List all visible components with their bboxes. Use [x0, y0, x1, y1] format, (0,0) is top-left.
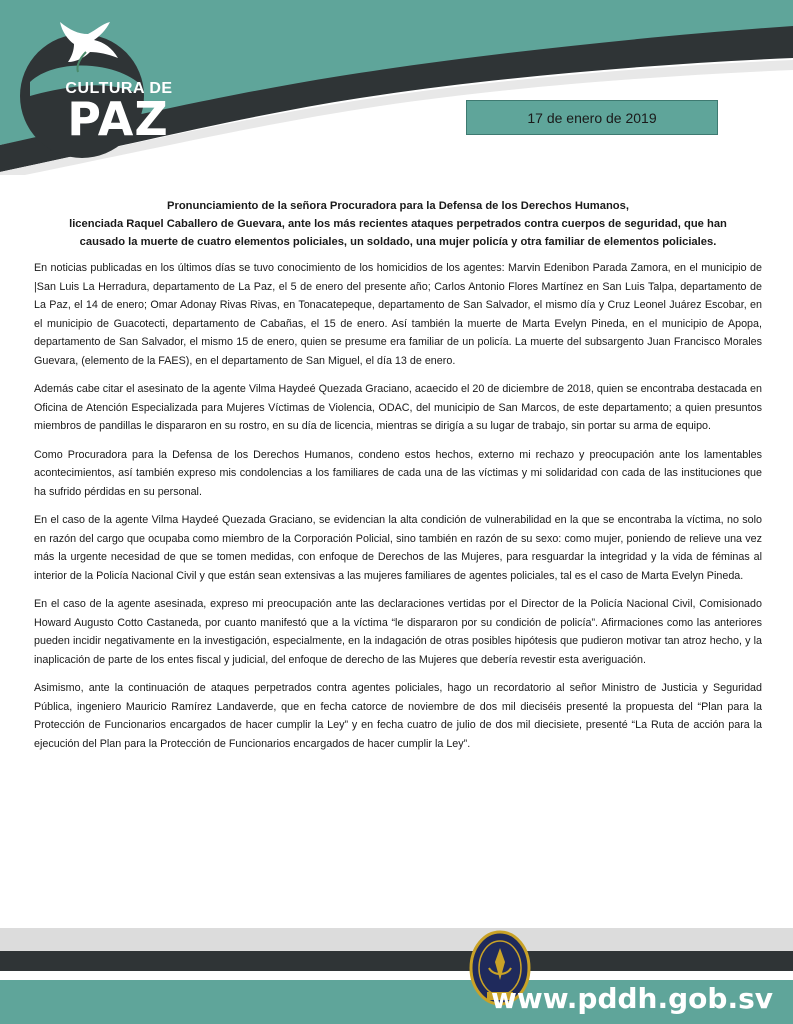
- document-body: [34, 197, 762, 763]
- logo-cultura-de-text: CULTURA DE: [65, 80, 173, 97]
- paragraph-4: En el caso de la agente Vilma Haydeé Quezada Graciano, se evidencian la alta condición de vulnerabilidad en la que se encontraba la víctima, no solo en razón del cargo que ocupaba como miembro de la Corporación Policial, sino también en razón de su sexo: como mujer, poniendo de relieve una vez más la urgente necesidad de que se tomen medidas, con enfoque de Derechos de las Mujeres, para resguardar la integridad y la vida de féminas al interior de la Policía Nacional Civil y que están sean extensivas a las mujeres familiares de agentes policiales, tal es el caso de Marta Evelyn Pineda.: [34, 514, 762, 582]
- paragraph-3: Como Procuradora para la Defensa de los Derechos Humanos, condeno estos hechos, externo mi rechazo y preocupación ante los lamentables acontecimientos, así también expreso mis condolencias a los familiares de cada una de las víctimas y mi solidaridad con cada de las instituciones que ha sufrido pérdidas en su personal.: [34, 448, 762, 498]
- title-line-3: causado la muerte de cuatro elementos policiales, un soldado, una mujer policía y otra familiar de elementos policiales.: [79, 236, 717, 248]
- header: [0, 0, 793, 175]
- title-line-2: licenciada Raquel Caballero de Guevara, ante los más recientes ataques perpetrados contra cuerpos de seguridad, que han: [69, 218, 727, 230]
- website-url[interactable]: www.pddh.gob.sv: [490, 982, 773, 1015]
- paragraph-1: En noticias publicadas en los últimos días se tuvo conocimiento de los homicidios de los agentes: Marvin Edenibon Parada Zamora, en el municipio de |San Luis La Herradura, departamento de La Paz, el 5 de enero del presente año; Carlos Antonio Flores Martínez en San Luis Talpa, departamento de La Paz, el 14 de enero; Omar Adonay Rivas Rivas, en Tonacatepeque, departamento de San Salvador, el mismo día y Cruz Leonel Juárez Escobar, en el municipio de Guacotecti, departamento de Cabañas, el 15 de enero. Así también la muerte de Marta Evelyn Pineda, en el municipio de Apopa, departamento de San Salvador, el mismo 15 de enero, quien se presume era familiar de un policía. La muerte del subsargento Juan Francisco Morales Guevara, (elemento de la FAES), en el departamento de San Miguel, el día 13 de enero.: [34, 262, 762, 367]
- logo-paz-text: PAZ: [67, 92, 169, 146]
- paragraph-5: En el caso de la agente asesinada, expreso mi preocupación ante las declaraciones vertidas por el Director de la Policía Nacional Civil, Comisionado Howard Augusto Cotto Castaneda, por cuanto manifestó que a la víctima “le dispararon por su condición de policía”. Afirmaciones como las anteriores pueden incidir negativamente en la investigación, especialmente, en la indagación de otras posibles hipótesis que pudieron motivar tan atroz hecho, y la inaplicación de parte de los entes fiscal y judicial, del enfoque de derecho de las Mujeres que debería revestir esta averiguación.: [34, 598, 762, 666]
- date-box: 17 de enero de 2019: [466, 100, 718, 135]
- footer-dark-bar: [0, 951, 793, 971]
- paragraph-2: Además cabe citar el asesinato de la agente Vilma Haydeé Quezada Graciano, acaecido el 20 de diciembre de 2018, quien se encontraba destacada en Oficina de Atención Especializada para Mujeres Víctimas de Violencia, ODAC, del municipio de San Marcos, de este departamento; a quien presuntos miembros de pandillas le dispararon en su rostro, en su día de licencia, mientras se dirigía a su lugar de trabajo, sin portar su arma de equipo.: [34, 383, 762, 432]
- document-title: [34, 197, 762, 251]
- title-line-1: Pronunciamiento de la señora Procuradora para la Defensa de los Derechos Humanos,: [167, 200, 629, 212]
- paragraph-6: Asimismo, ante la continuación de ataques perpetrados contra agentes policiales, hago un recordatorio al señor Ministro de Justicia y Seguridad Pública, ingeniero Mauricio Ramírez Landaverde, que en fecha catorce de noviembre de dos mil dieciséis presenté la propuesta del “Plan para la Protección de Funcionarios encargados de hacer cumplir la Ley” y en fecha cuatro de julio de dos mil diecisiete, presenté “La Ruta de acción para la ejecución del Plan para la Protección de Funcionarios encargados de hacer cumplir la Ley”.: [34, 682, 762, 750]
